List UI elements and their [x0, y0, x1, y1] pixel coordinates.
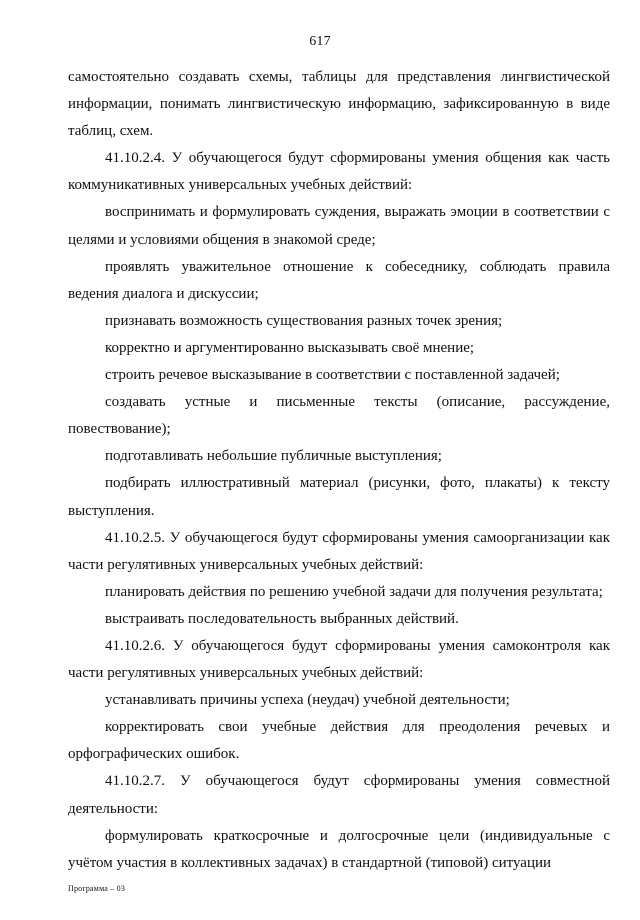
list-item-show-respect: проявлять уважительное отношение к собеседнику, соблюдать правила ведения диалога и дискуссии; — [68, 258, 610, 302]
list-item-prepare-speeches: подготавливать небольшие публичные выступления; — [105, 448, 442, 465]
paragraph-section-41-10-2-4: 41.10.2.4. У обучающегося будут сформированы умения общения как часть коммуникативных универсальных учебных действий: — [68, 150, 610, 194]
list-item-express-opinion: корректно и аргументированно высказывать своё мнение; — [105, 339, 475, 356]
list-item-establish-causes: устанавливать причины успеха (неудач) учебной деятельности; — [105, 692, 510, 709]
list-item-correct-actions: корректировать свои учебные действия для преодоления речевых и орфографических ошибок. — [68, 719, 610, 763]
list-item-perceive-judgements: воспринимать и формулировать суждения, выражать эмоции в соответствии с целями и условиями общения в знакомой среде; — [68, 204, 610, 248]
paragraph-section-41-10-2-7: 41.10.2.7. У обучающегося будут сформированы умения совместной деятельности: — [68, 773, 610, 817]
paragraph-section-41-10-2-5: 41.10.2.5. У обучающегося будут сформированы умения самоорганизации как части регулятивных универсальных учебных действий: — [68, 529, 610, 573]
paragraph-continuation: самостоятельно создавать схемы, таблицы для представления лингвистической информации, понимать лингвистическую информацию, зафиксированную в виде таблиц, схем. — [68, 69, 610, 140]
list-item-sequence-actions: выстраивать последовательность выбранных действий. — [105, 610, 459, 627]
list-item-recognize-viewpoints: признавать возможность существования разных точек зрения; — [105, 312, 503, 329]
list-item-create-texts: создавать устные и письменные тексты (описание, рассуждение, повествование); — [68, 394, 610, 438]
paragraph-section-41-10-2-6: 41.10.2.6. У обучающегося будут сформированы умения самоконтроля как части регулятивных универсальных учебных действий: — [68, 637, 610, 682]
page-footer: Программа – 03 — [68, 884, 126, 893]
page-number: 617 — [309, 34, 331, 49]
list-item-build-statement: строить речевое высказывание в соответствии с поставленной задачей; — [105, 367, 560, 384]
document-body — [68, 64, 610, 877]
list-item-plan-actions: планировать действия по решению учебной задачи для получения результата; — [105, 583, 603, 600]
list-item-select-materials: подбирать иллюстративный материал (рисунки, фото, плакаты) к тексту выступления. — [68, 475, 610, 519]
list-item-formulate-goals: формулировать краткосрочные и долгосрочные цели (индивидуальные с учётом участия в коллективных задачах) в стандартной (типовой) ситуации — [68, 827, 610, 871]
